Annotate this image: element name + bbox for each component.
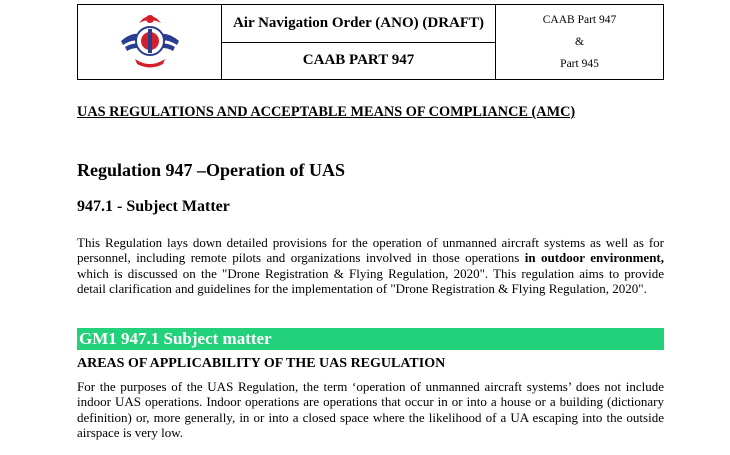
paragraph-bold-text: in outdoor environment, xyxy=(524,250,665,266)
gm-section-bar: GM1 947.1 Subject matter xyxy=(77,328,664,350)
paragraph-text: which is discussed on the "Drone Registration & Flying Regulation, 2020". This regulation aims to provide detail clarification and guidelines for the implementation of "Drone Registration & Flying Regulation, 2020". xyxy=(77,265,664,296)
paragraph-text: This Regulation lays down detailed provisions for the operation of unmanned aircraft systems as well as for personnel, including remote pilots and organizations involved in those operations xyxy=(77,235,664,266)
part-reference-line-2: & xyxy=(575,36,584,48)
section-heading: 947.1 - Subject Matter xyxy=(77,198,230,215)
logo-cell xyxy=(78,5,222,80)
document-title: Air Navigation Order (ANO) (DRAFT) xyxy=(222,5,496,43)
subject-matter-paragraph xyxy=(77,235,664,296)
areas-heading: AREAS OF APPLICABILITY OF THE UAS REGULATION xyxy=(77,356,446,371)
caab-emblem-icon xyxy=(117,7,183,73)
part-reference-line-3: Part 945 xyxy=(560,58,599,70)
document-header xyxy=(77,4,664,80)
part-reference-line-1: CAAB Part 947 xyxy=(542,14,617,26)
document-part: CAAB PART 947 xyxy=(222,42,496,80)
part-reference-cell xyxy=(496,5,664,80)
regulation-heading: Regulation 947 –Operation of UAS xyxy=(77,160,346,180)
document-heading: UAS REGULATIONS AND ACCEPTABLE MEANS OF COMPLIANCE (AMC) xyxy=(77,104,576,120)
applicability-paragraph: For the purposes of the UAS Regulation, the term ‘operation of unmanned aircraft systems’ does not include indoor UAS operations. Indoor operations are operations that occur in or into a house or a building (dictionary definition) or, more generally, in or into a closed space where the likelihood of a UA escaping into the outside airspace is very low. xyxy=(77,379,664,440)
